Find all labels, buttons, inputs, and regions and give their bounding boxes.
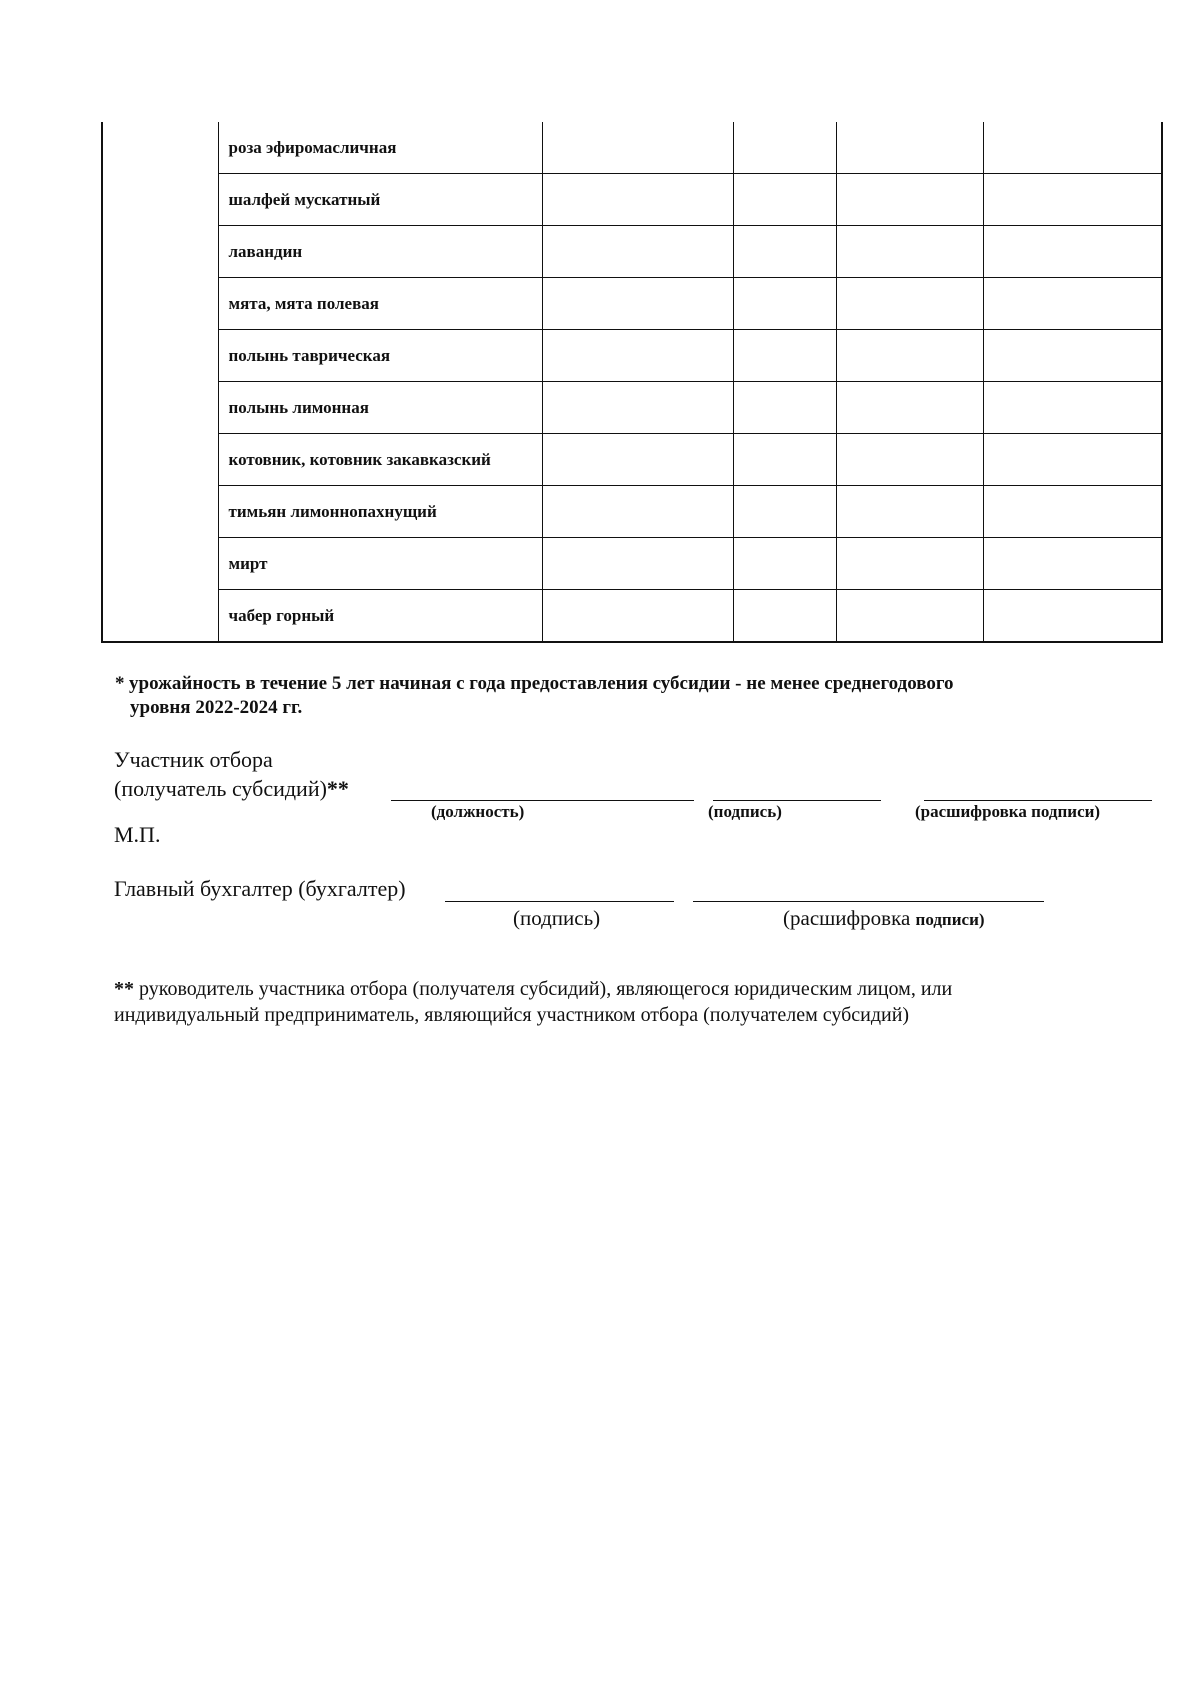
footnote-marker: *: [115, 673, 125, 694]
table-cell-empty: [733, 486, 836, 538]
table-cell-group: [102, 382, 218, 434]
table-cell-empty: [983, 174, 1162, 226]
table-cell-crop-name: лавандин: [218, 226, 542, 278]
accountant-signature-line: [445, 901, 674, 902]
table-cell-empty: [983, 330, 1162, 382]
table-cell-crop-name: котовник, котовник закавказский: [218, 434, 542, 486]
position-signature-line: [391, 800, 694, 801]
table-cell-empty: [542, 382, 733, 434]
table-cell-crop-name: чабер горный: [218, 590, 542, 643]
footnote2-line-2: индивидуальный предприниматель, являющийся участником отбора (получателем субсидий): [114, 1004, 910, 1026]
table-cell-empty: [733, 330, 836, 382]
crops-table-body: [102, 122, 1162, 642]
table-cell-empty: [733, 434, 836, 486]
caption-signature: (подпись): [708, 802, 782, 821]
footnote2-marker: **: [114, 978, 134, 1000]
table-cell-group: [102, 486, 218, 538]
table-cell-empty: [542, 590, 733, 643]
table-cell-crop-name: роза эфиромасличная: [218, 122, 542, 174]
table-cell-empty: [836, 538, 983, 590]
table-cell-group: [102, 174, 218, 226]
table-cell-group: [102, 590, 218, 643]
table-row: [102, 538, 1162, 590]
participant-signature-title: [114, 745, 349, 803]
table-cell-empty: [542, 174, 733, 226]
table-cell-empty: [983, 382, 1162, 434]
accountant-caption-signature: (подпись): [513, 906, 601, 930]
table-cell-group: [102, 122, 218, 174]
table-cell-empty: [983, 122, 1162, 174]
table-cell-empty: [836, 226, 983, 278]
table-row: [102, 434, 1162, 486]
table-cell-empty: [733, 538, 836, 590]
caption-decoding: (расшифровка подписи): [915, 802, 1101, 821]
table-cell-empty: [542, 538, 733, 590]
accountant-signature-title: Главный бухгалтер (бухгалтер): [114, 876, 406, 901]
participant-title-line-2: (получатель субсидий): [114, 776, 327, 801]
table-row: [102, 486, 1162, 538]
table-cell-empty: [983, 538, 1162, 590]
table-cell-crop-name: шалфей мускатный: [218, 174, 542, 226]
crops-table: [101, 122, 1163, 643]
table-cell-empty: [983, 434, 1162, 486]
table-cell-empty: [733, 174, 836, 226]
footnote-line-2: уровня 2022-2024 гг.: [130, 697, 303, 718]
accountant-caption-decoding: [783, 906, 985, 931]
head-footnote: [114, 976, 1114, 1028]
table-cell-group: [102, 434, 218, 486]
table-cell-empty: [983, 590, 1162, 643]
table-cell-empty: [836, 590, 983, 643]
table-cell-empty: [733, 122, 836, 174]
table-cell-empty: [983, 278, 1162, 330]
table-cell-group: [102, 226, 218, 278]
stamp-place: М.П.: [114, 822, 161, 847]
accountant-decoding-line: [693, 901, 1044, 902]
table-cell-group: [102, 538, 218, 590]
table-cell-crop-name: полынь таврическая: [218, 330, 542, 382]
table-cell-empty: [836, 278, 983, 330]
table-cell-empty: [836, 486, 983, 538]
table-cell-empty: [542, 226, 733, 278]
table-cell-group: [102, 330, 218, 382]
table-row: [102, 174, 1162, 226]
participant-title-marker: **: [326, 776, 349, 801]
table-row: [102, 382, 1162, 434]
table-cell-empty: [542, 278, 733, 330]
table-cell-empty: [733, 226, 836, 278]
table-cell-empty: [983, 226, 1162, 278]
decoding-signature-line: [924, 800, 1152, 801]
table-row: [102, 226, 1162, 278]
yield-footnote: [115, 672, 1095, 720]
table-cell-empty: [542, 122, 733, 174]
table-cell-empty: [542, 434, 733, 486]
table-cell-empty: [836, 382, 983, 434]
table-cell-empty: [836, 174, 983, 226]
table-cell-empty: [836, 330, 983, 382]
table-cell-empty: [836, 434, 983, 486]
table-row: [102, 590, 1162, 643]
table-cell-crop-name: тимьян лимоннопахнущий: [218, 486, 542, 538]
table-cell-empty: [733, 278, 836, 330]
table-row: [102, 122, 1162, 174]
table-cell-empty: [983, 486, 1162, 538]
table-row: [102, 330, 1162, 382]
caption-position: (должность): [431, 802, 525, 821]
table-cell-group: [102, 278, 218, 330]
table-cell-empty: [733, 382, 836, 434]
table-cell-crop-name: мята, мята полевая: [218, 278, 542, 330]
table-cell-empty: [836, 122, 983, 174]
table-cell-empty: [542, 330, 733, 382]
footnote2-line-1: руководитель участника отбора (получателя субсидий), являющегося юридическим лицом, или: [139, 978, 953, 1000]
table-cell-empty: [733, 590, 836, 643]
table-row: [102, 278, 1162, 330]
footnote-line-1: урожайность в течение 5 лет начиная с года предоставления субсидии - не менее среднегодового: [129, 673, 954, 694]
table-cell-crop-name: мирт: [218, 538, 542, 590]
table-cell-crop-name: полынь лимонная: [218, 382, 542, 434]
accountant-caption-decoding-small: подписи): [915, 910, 985, 929]
signature-line: [713, 800, 881, 801]
accountant-caption-decoding-main: (расшифровка: [783, 906, 911, 930]
participant-title-line-1: Участник отбора: [114, 747, 273, 772]
table-cell-empty: [542, 486, 733, 538]
